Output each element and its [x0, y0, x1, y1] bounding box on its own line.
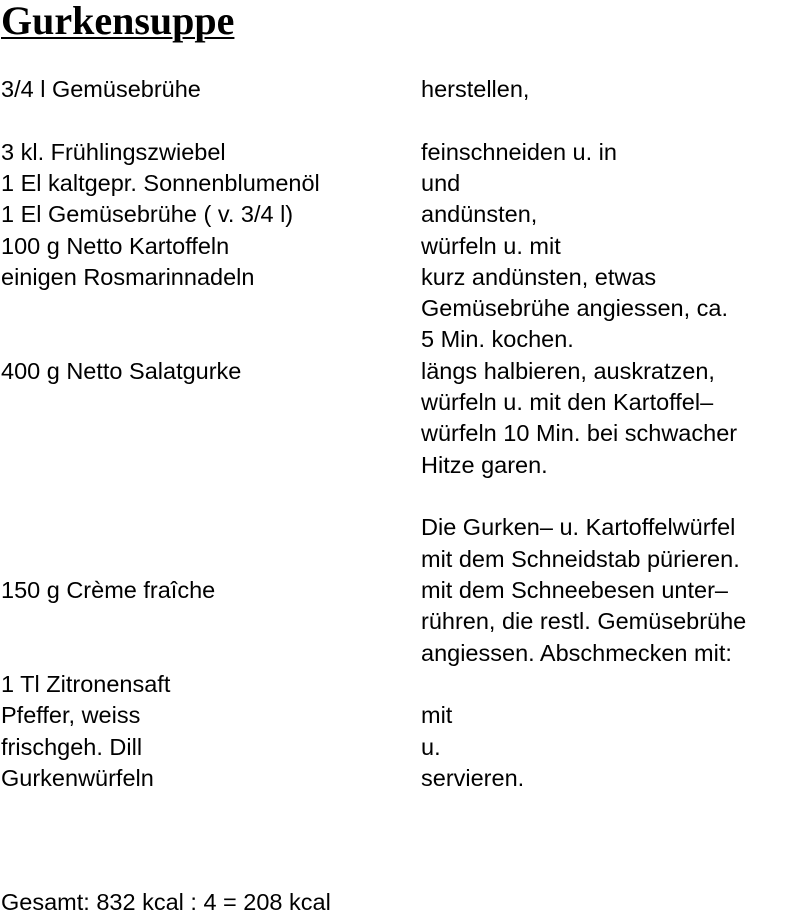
ingredient-line: 3 kl. Frühlingszwiebel	[1, 139, 226, 165]
step-line: rühren, die restl. Gemüsebrühe	[421, 608, 747, 634]
step-line: Hitze garen.	[421, 452, 548, 478]
step-line: mit dem Schneebesen unter–	[421, 577, 728, 603]
step-line: und	[421, 170, 461, 196]
step-line: würfeln u. mit	[421, 233, 561, 259]
step-line: Gemüsebrühe angiessen, ca.	[421, 295, 728, 321]
ingredient-line: 150 g Crème fraîche	[1, 577, 216, 603]
step-line: herstellen,	[421, 76, 530, 102]
step-line: mit	[421, 702, 453, 728]
ingredient-line: frischgeh. Dill	[1, 734, 143, 760]
step-line: u.	[421, 734, 441, 760]
step-line: kurz andünsten, etwas	[421, 264, 657, 290]
step-line: würfeln 10 Min. bei schwacher	[421, 420, 738, 446]
step-line: servieren.	[421, 765, 525, 791]
ingredient-line: Gurkenwürfeln	[1, 765, 154, 791]
ingredient-line: 1 El Gemüsebrühe ( v. 3/4 l)	[1, 201, 294, 227]
step-line: würfeln u. mit den Kartoffel–	[421, 389, 714, 415]
ingredient-line: 100 g Netto Kartoffeln	[1, 233, 230, 259]
ingredient-line: 1 El kaltgepr. Sonnenblumenöl	[1, 170, 320, 196]
calorie-total: Gesamt: 832 kcal : 4 = 208 kcal	[1, 889, 331, 915]
step-line: 5 Min. kochen.	[421, 326, 574, 352]
ingredient-line: 400 g Netto Salatgurke	[1, 358, 242, 384]
step-line: mit dem Schneidstab pürieren.	[421, 546, 740, 572]
ingredient-line: 1 Tl Zitronensaft	[1, 671, 171, 697]
step-line: andünsten,	[421, 201, 538, 227]
step-line: Die Gurken– u. Kartoffelwürfel	[421, 514, 736, 540]
ingredient-line: 3/4 l Gemüsebrühe	[1, 76, 201, 102]
ingredient-line: Pfeffer, weiss	[1, 702, 141, 728]
ingredient-line: einigen Rosmarinnadeln	[1, 264, 255, 290]
step-line: längs halbieren, auskratzen,	[421, 358, 715, 384]
step-line: feinschneiden u. in	[421, 139, 617, 165]
step-line: angiessen. Abschmecken mit:	[421, 640, 732, 666]
recipe-title: Gurkensuppe	[1, 0, 235, 43]
